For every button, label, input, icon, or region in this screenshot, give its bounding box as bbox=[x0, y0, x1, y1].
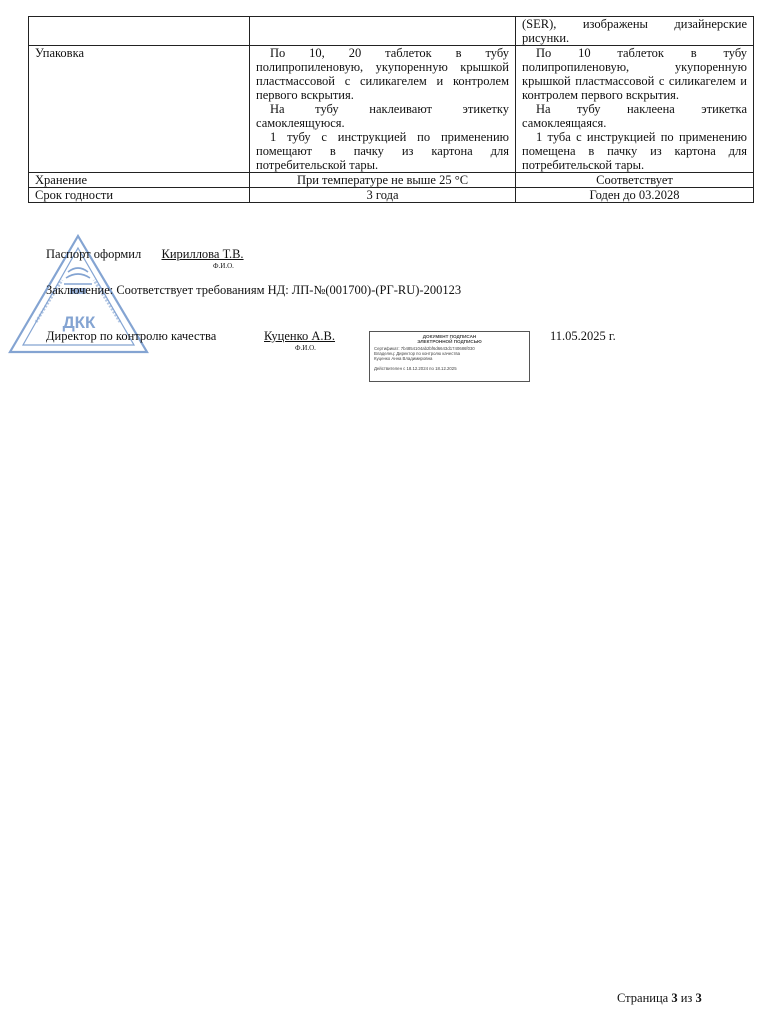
prepared-label: Паспорт оформил bbox=[46, 247, 142, 261]
page-number: 3 bbox=[671, 991, 678, 1005]
page-total: 3 bbox=[695, 991, 702, 1005]
esign-title-1: ДОКУМЕНТ ПОДПИСАН bbox=[422, 334, 477, 339]
shelf-life-result: Годен до 03.2028 bbox=[516, 188, 754, 203]
shelf-life-label: Срок годности bbox=[29, 188, 250, 203]
esign-title-2: ЭЛЕКТРОННОЙ ПОДПИСЬЮ bbox=[417, 339, 482, 345]
spec-table bbox=[28, 16, 754, 203]
storage-requirement: При температуре не выше 25 °С bbox=[250, 173, 516, 188]
director-name: Куценко А.В. bbox=[264, 329, 336, 343]
esign-validity: Действителен с 18.12.2024 по 18.12.2025 bbox=[374, 366, 457, 372]
electronic-signature-box bbox=[369, 331, 530, 382]
conclusion: Заключение: Соответствует требованиям НД: ЛП-№(001700)-(РГ-RU)-200123 bbox=[46, 283, 462, 297]
page-counter: Страница 3 из 3 bbox=[617, 991, 702, 1005]
esign-certificate: Сертификат: 7b4854104ab2bf6d6643d1740686f030 bbox=[374, 345, 475, 351]
table-cell bbox=[250, 17, 516, 46]
storage-result: Соответствует bbox=[516, 173, 754, 188]
table-row-shelf-life bbox=[29, 188, 754, 203]
table-row-packaging bbox=[29, 46, 754, 173]
table-row-storage bbox=[29, 173, 754, 188]
shelf-life-requirement: 3 года bbox=[250, 188, 516, 203]
fio-caption: Ф.И.О. bbox=[295, 344, 316, 352]
stamp-text: ДКК bbox=[62, 313, 96, 332]
sign-date: 11.05.2025 г. bbox=[550, 329, 616, 343]
table-cell: (SER), изображены дизайнерские рисунки. bbox=[516, 17, 754, 46]
table-cell bbox=[29, 17, 250, 46]
prepared-by-row bbox=[46, 247, 244, 261]
esign-owner-name: Куценко Анна Владимировна bbox=[374, 356, 433, 362]
packaging-result: По 10 таблеток в тубу полипропиленовую, укупоренную крышкой пластмассовой с силикагелем и контролем первого вскрытия. На тубу наклеена этикетка самоклеящаяся. 1 туба с инструкцией по применению помещена в пачку из картона для потребительской тары. bbox=[516, 46, 754, 173]
storage-label: Хранение bbox=[29, 173, 250, 188]
director-label: Директор по контролю качества bbox=[46, 329, 217, 343]
esign-owner-role: Владелец: Директор по контролю качества bbox=[374, 351, 460, 357]
prepared-name: Кириллова Т.В. bbox=[161, 247, 244, 261]
fio-caption: Ф.И.О. bbox=[213, 262, 234, 270]
table-row bbox=[29, 17, 754, 46]
packaging-label: Упаковка bbox=[29, 46, 250, 173]
packaging-requirement: По 10, 20 таблеток в тубу полипропиленовую, укупоренную крышкой пластмассовой с силикагелем и контролем первого вскрытия. На тубу наклеивают этикетку самоклеящуюся. 1 тубу с инструкцией по применению помещают в пачку из картона для потребительской тары. bbox=[250, 46, 516, 173]
